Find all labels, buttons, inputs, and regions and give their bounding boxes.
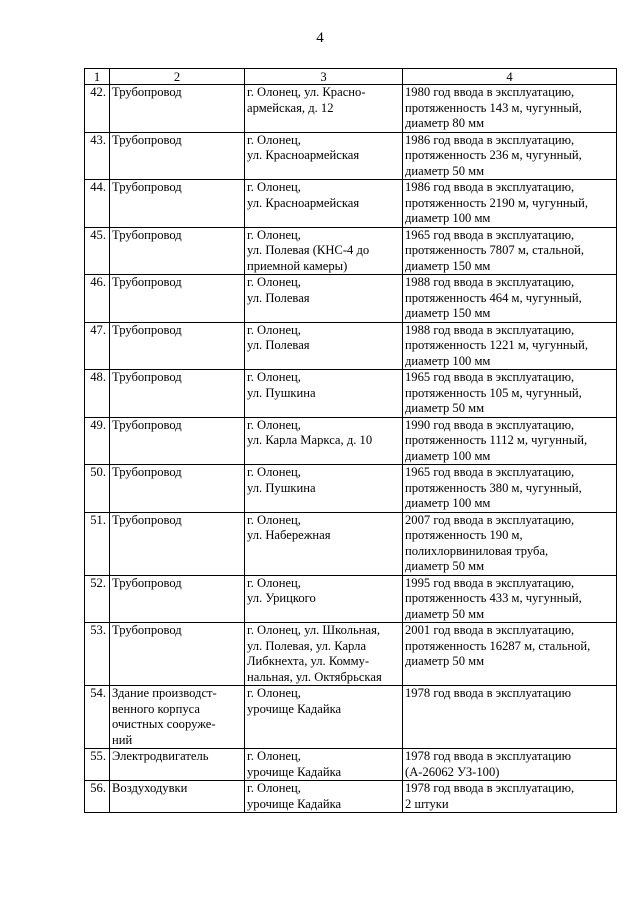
object-name: Трубопровод [110, 132, 245, 180]
page-number: 4 [316, 30, 324, 46]
table-row [85, 623, 617, 686]
object-address: г. Олонец, ул. Пушкина [245, 370, 403, 418]
row-number: 42. [85, 85, 110, 133]
object-name: Трубопровод [110, 322, 245, 370]
object-details: 2001 год ввода в эксплуатацию, протяженность 16287 м, стальной, диаметр 50 мм [403, 623, 617, 686]
object-name: Трубопровод [110, 575, 245, 623]
object-details: 1978 год ввода в эксплуатацию, 2 штуки [403, 781, 617, 813]
column-header-4: 4 [403, 69, 617, 85]
row-number: 56. [85, 781, 110, 813]
object-details: 1978 год ввода в эксплуатацию (А-26062 УЗ-100) [403, 749, 617, 781]
object-details: 1965 год ввода в эксплуатацию, протяженность 380 м, чугунный, диаметр 100 мм [403, 465, 617, 513]
row-number: 48. [85, 370, 110, 418]
table-row [85, 322, 617, 370]
object-name: Трубопровод [110, 370, 245, 418]
object-address: г. Олонец, ул. Школьная, ул. Полевая, ул. Карла Либкнехта, ул. Комму- нальная, ул. Октябрьская [245, 623, 403, 686]
table-row [85, 749, 617, 781]
table-row [85, 686, 617, 749]
table-row [85, 227, 617, 275]
object-details: 1988 год ввода в эксплуатацию, протяженность 1221 м, чугунный, диаметр 100 мм [403, 322, 617, 370]
object-address: г. Олонец, ул. Карла Маркса, д. 10 [245, 417, 403, 465]
object-details: 1980 год ввода в эксплуатацию, протяженность 143 м, чугунный, диаметр 80 мм [403, 85, 617, 133]
row-number: 54. [85, 686, 110, 749]
object-name: Трубопровод [110, 465, 245, 513]
object-details: 1986 год ввода в эксплуатацию, протяженность 2190 м, чугунный, диаметр 100 мм [403, 180, 617, 228]
object-details: 1986 год ввода в эксплуатацию, протяженность 236 м, чугунный, диаметр 50 мм [403, 132, 617, 180]
object-details: 1990 год ввода в эксплуатацию, протяженность 1112 м, чугунный, диаметр 100 мм [403, 417, 617, 465]
object-details: 1988 год ввода в эксплуатацию, протяженность 464 м, чугунный, диаметр 150 мм [403, 275, 617, 323]
object-address: г. Олонец, ул. Полевая (КНС-4 до приемной камеры) [245, 227, 403, 275]
header-row [85, 69, 617, 85]
row-number: 52. [85, 575, 110, 623]
row-number: 45. [85, 227, 110, 275]
table-row [85, 132, 617, 180]
row-number: 43. [85, 132, 110, 180]
object-address: г. Олонец, ул. Набережная [245, 512, 403, 575]
row-number: 51. [85, 512, 110, 575]
object-address: г. Олонец, урочище Кадайка [245, 781, 403, 813]
row-number: 50. [85, 465, 110, 513]
table-row [85, 781, 617, 813]
object-address: г. Олонец, ул. Полевая [245, 322, 403, 370]
row-number: 55. [85, 749, 110, 781]
object-name: Трубопровод [110, 85, 245, 133]
object-address: г. Олонец, ул. Урицкого [245, 575, 403, 623]
object-name: Электродвигатель [110, 749, 245, 781]
column-header-2: 2 [110, 69, 245, 85]
object-name: Здание производст- венного корпуса очистных сооруже- ний [110, 686, 245, 749]
row-number: 53. [85, 623, 110, 686]
object-address: г. Олонец, урочище Кадайка [245, 749, 403, 781]
object-address: г. Олонец, ул. Красноармейская [245, 180, 403, 228]
row-number: 47. [85, 322, 110, 370]
object-name: Трубопровод [110, 417, 245, 465]
table-row [85, 275, 617, 323]
object-name: Воздуходувки [110, 781, 245, 813]
table-row [85, 417, 617, 465]
object-details: 1978 год ввода в эксплуатацию [403, 686, 617, 749]
object-details: 1965 год ввода в эксплуатацию, протяженность 105 м, чугунный, диаметр 50 мм [403, 370, 617, 418]
column-header-1: 1 [85, 69, 110, 85]
table-row [85, 85, 617, 133]
object-address: г. Олонец, ул. Красноармейская [245, 132, 403, 180]
row-number: 46. [85, 275, 110, 323]
table-row [85, 512, 617, 575]
assets-table [84, 68, 617, 813]
object-name: Трубопровод [110, 512, 245, 575]
object-address: г. Олонец, ул. Красно- армейская, д. 12 [245, 85, 403, 133]
object-name: Трубопровод [110, 275, 245, 323]
row-number: 49. [85, 417, 110, 465]
object-address: г. Олонец, урочище Кадайка [245, 686, 403, 749]
table-row [85, 370, 617, 418]
row-number: 44. [85, 180, 110, 228]
column-header-3: 3 [245, 69, 403, 85]
object-address: г. Олонец, ул. Полевая [245, 275, 403, 323]
object-details: 1995 год ввода в эксплуатацию, протяженность 433 м, чугунный, диаметр 50 мм [403, 575, 617, 623]
table-row [85, 180, 617, 228]
table-body [85, 85, 617, 813]
object-name: Трубопровод [110, 180, 245, 228]
table-header [85, 69, 617, 85]
object-name: Трубопровод [110, 227, 245, 275]
table-row [85, 465, 617, 513]
object-address: г. Олонец, ул. Пушкина [245, 465, 403, 513]
object-details: 1965 год ввода в эксплуатацию, протяженность 7807 м, стальной, диаметр 150 мм [403, 227, 617, 275]
object-name: Трубопровод [110, 623, 245, 686]
table-row [85, 575, 617, 623]
object-details: 2007 год ввода в эксплуатацию, протяженность 190 м, полихлорвиниловая труба, диаметр 50 мм [403, 512, 617, 575]
